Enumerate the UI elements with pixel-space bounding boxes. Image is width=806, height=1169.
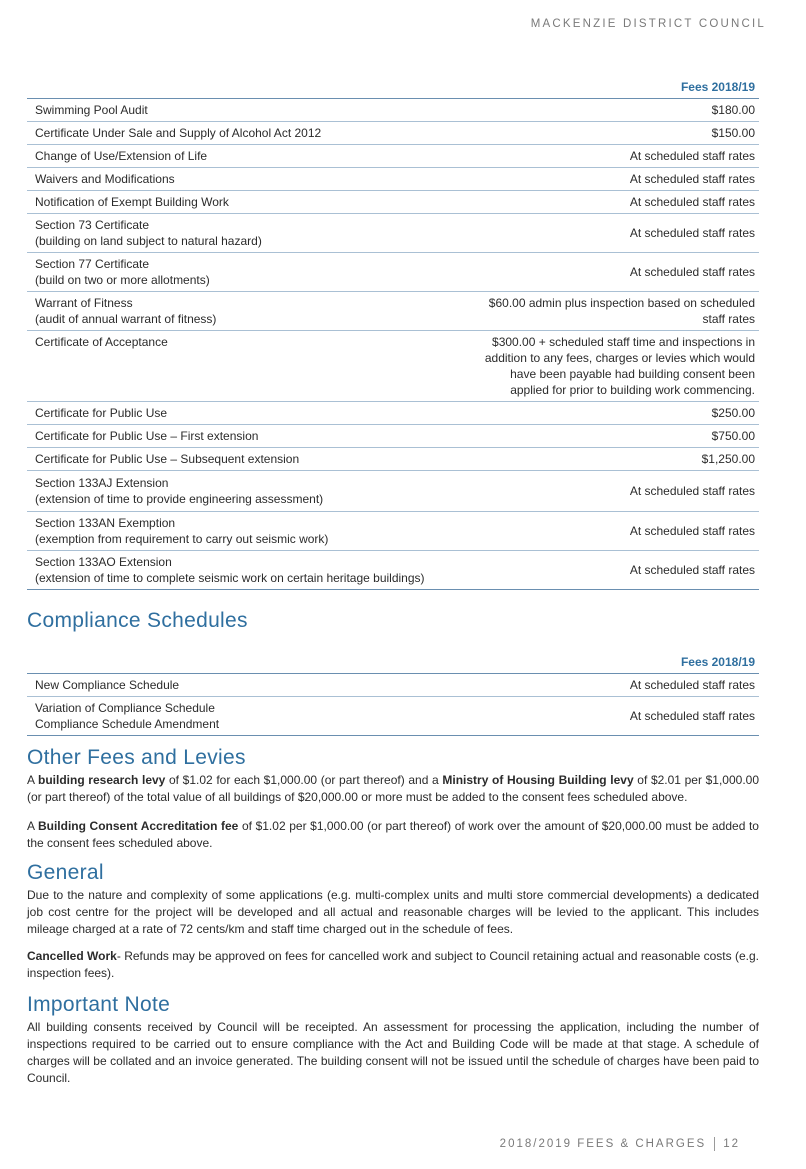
fee-line: At scheduled staff rates (629, 484, 755, 498)
fee-line: At scheduled staff rates (629, 678, 755, 692)
row-description (27, 471, 437, 512)
table-row (27, 512, 759, 551)
text: of $1.02 per $1,000.00 (or part thereof) of work over the amount of $20,000.00 must be added to the consent fees scheduled above. (27, 819, 759, 850)
table-row (27, 551, 759, 590)
page-number: 12 (723, 1138, 740, 1151)
table-row (27, 191, 759, 214)
row-description (27, 674, 437, 697)
description-line: Certificate for Public Use (35, 406, 168, 420)
row-fee (437, 331, 759, 402)
general-paragraph: Due to the nature and complexity of some applications (e.g. multi-complex units and multi store commercial developments) a dedicated job cost centre for the project will be developed and all actual and reasonable charges will be levied to the applicant. This includes mileage charged at a rate of 72 cents/km and staff time charged out in the schedule of fees. (27, 888, 759, 936)
row-description (27, 425, 437, 448)
footer-divider (714, 1137, 715, 1151)
fee-line: $750.00 (711, 429, 755, 443)
description-line: Certificate for Public Use – Subsequent extension (35, 452, 300, 466)
row-fee (437, 292, 759, 331)
fee-line: $150.00 (711, 126, 755, 140)
fee-line: $60.00 admin plus inspection based on scheduled (488, 296, 755, 310)
row-description (27, 253, 437, 292)
description-line: New Compliance Schedule (35, 678, 180, 692)
description-subline: (exemption from requirement to carry out seismic work) (35, 532, 329, 546)
fee-line: At scheduled staff rates (629, 149, 755, 163)
table-row (27, 145, 759, 168)
description-line: Section 133AO Extension (35, 555, 172, 569)
description-line: Change of Use/Extension of Life (35, 149, 208, 163)
building-fees-table (27, 80, 759, 590)
fee-line: $300.00 + scheduled staff time and inspections in (492, 335, 755, 349)
fee-line: At scheduled staff rates (629, 226, 755, 240)
description-column-header (27, 80, 437, 99)
row-description (27, 402, 437, 425)
fee-line: At scheduled staff rates (629, 265, 755, 279)
description-subline: Compliance Schedule Amendment (35, 717, 220, 731)
fee-line: $180.00 (711, 103, 755, 117)
row-description (27, 448, 437, 471)
row-description (27, 191, 437, 214)
description-subline: (extension of time to provide engineering assessment) (35, 492, 324, 506)
row-fee (437, 168, 759, 191)
description-line: Notification of Exempt Building Work (35, 195, 229, 209)
row-description (27, 512, 437, 551)
council-name: MACKENZIE DISTRICT COUNCIL (530, 18, 766, 30)
fee-line: At scheduled staff rates (629, 524, 755, 538)
table-header-row (27, 80, 759, 99)
footer-title: 2018/2019 FEES & CHARGES (499, 1138, 707, 1151)
table-row (27, 214, 759, 253)
description-subline: (building on land subject to natural hazard) (35, 234, 262, 248)
row-description (27, 122, 437, 145)
text: - Refunds may be approved on fees for cancelled work and subject to Council retaining actual and reasonable costs (e.g. inspection fees). (27, 949, 759, 980)
table-row (27, 448, 759, 471)
bold-text: Cancelled Work (27, 949, 117, 963)
description-line: Certificate of Acceptance (35, 335, 168, 349)
table-row (27, 425, 759, 448)
text: A (27, 819, 38, 833)
description-line: Section 73 Certificate (35, 218, 150, 232)
row-description (27, 697, 437, 736)
row-fee (437, 697, 759, 736)
description-line: Certificate Under Sale and Supply of Alcohol Act 2012 (35, 126, 322, 140)
description-line: Section 133AJ Extension (35, 476, 169, 490)
row-description (27, 214, 437, 253)
description-line: Section 133AN Exemption (35, 516, 176, 530)
row-fee (437, 122, 759, 145)
row-description (27, 145, 437, 168)
bold-text: Building Consent Accreditation fee (37, 819, 239, 833)
row-fee (437, 145, 759, 168)
general-heading: General (27, 861, 104, 884)
other-fees-heading: Other Fees and Levies (27, 746, 246, 769)
table-row (27, 402, 759, 425)
fee-line: have been payable had building consent been (510, 367, 755, 381)
table-row (27, 331, 759, 402)
row-description (27, 331, 437, 402)
bold-text: building research levy (38, 773, 166, 787)
table-row (27, 99, 759, 122)
accreditation-paragraph (27, 818, 759, 852)
description-line: Swimming Pool Audit (35, 103, 148, 117)
cancelled-work-paragraph (27, 948, 759, 982)
text: of $2.01 per $1,000.00 (or part thereof) of the total value of all buildings of $20,000.00 or more must be added to the consent fees scheduled above. (27, 773, 760, 804)
text: A (27, 773, 38, 787)
table-row (27, 122, 759, 145)
description-column-header (27, 655, 437, 674)
table-row (27, 168, 759, 191)
table-row (27, 697, 759, 736)
description-line: Warrant of Fitness (35, 296, 133, 310)
row-fee (437, 253, 759, 292)
row-fee (437, 425, 759, 448)
description-line: Variation of Compliance Schedule (35, 701, 215, 715)
fee-line: $250.00 (711, 406, 755, 420)
table-row (27, 292, 759, 331)
description-line: Certificate for Public Use – First extension (35, 429, 259, 443)
row-fee (437, 99, 759, 122)
table-row (27, 674, 759, 697)
fee-line: At scheduled staff rates (629, 709, 755, 723)
important-note-heading: Important Note (27, 993, 171, 1016)
row-fee (437, 471, 759, 512)
table-row (27, 471, 759, 512)
bold-text: Ministry of Housing Building levy (442, 773, 634, 787)
row-description (27, 551, 437, 590)
important-note-paragraph: All building consents received by Council will be receipted. An assessment for processing the application, including the number of inspections required to be carried out to ensure compliance with the Act and Building Code will be made at that stage. A schedule of charges will be collated and an invoice generated. The building consent will not be issued until the schedule of charges have been paid to Council. (27, 1020, 759, 1085)
fee-line: At scheduled staff rates (629, 195, 755, 209)
page-footer (500, 1137, 740, 1151)
row-fee (437, 674, 759, 697)
row-fee (437, 214, 759, 253)
fee-line: staff rates (702, 312, 755, 326)
description-subline: (audit of annual warrant of fitness) (35, 312, 217, 326)
text: of $1.02 for each $1,000.00 (or part thereof) and a (165, 773, 443, 787)
row-fee (437, 402, 759, 425)
row-description (27, 99, 437, 122)
levy-paragraph (27, 772, 759, 806)
table-header-row (27, 655, 759, 674)
compliance-fees-table (27, 655, 759, 736)
table-row (27, 253, 759, 292)
row-fee (437, 191, 759, 214)
row-fee (437, 448, 759, 471)
description-line: Waivers and Modifications (35, 172, 175, 186)
fee-line: applied for prior to building work commencing. (510, 383, 755, 397)
description-subline: (build on two or more allotments) (35, 273, 210, 287)
row-fee (437, 551, 759, 590)
fee-column-header: Fees 2018/19 (437, 80, 759, 99)
row-description (27, 292, 437, 331)
description-subline: (extension of time to complete seismic work on certain heritage buildings) (35, 571, 425, 585)
compliance-schedules-heading: Compliance Schedules (27, 609, 248, 632)
fee-line: addition to any fees, charges or levies which would (484, 351, 755, 365)
fee-line: At scheduled staff rates (629, 563, 755, 577)
row-fee (437, 512, 759, 551)
fee-line: $1,250.00 (701, 452, 755, 466)
fee-column-header: Fees 2018/19 (437, 655, 759, 674)
description-line: Section 77 Certificate (35, 257, 150, 271)
fee-line: At scheduled staff rates (629, 172, 755, 186)
row-description (27, 168, 437, 191)
